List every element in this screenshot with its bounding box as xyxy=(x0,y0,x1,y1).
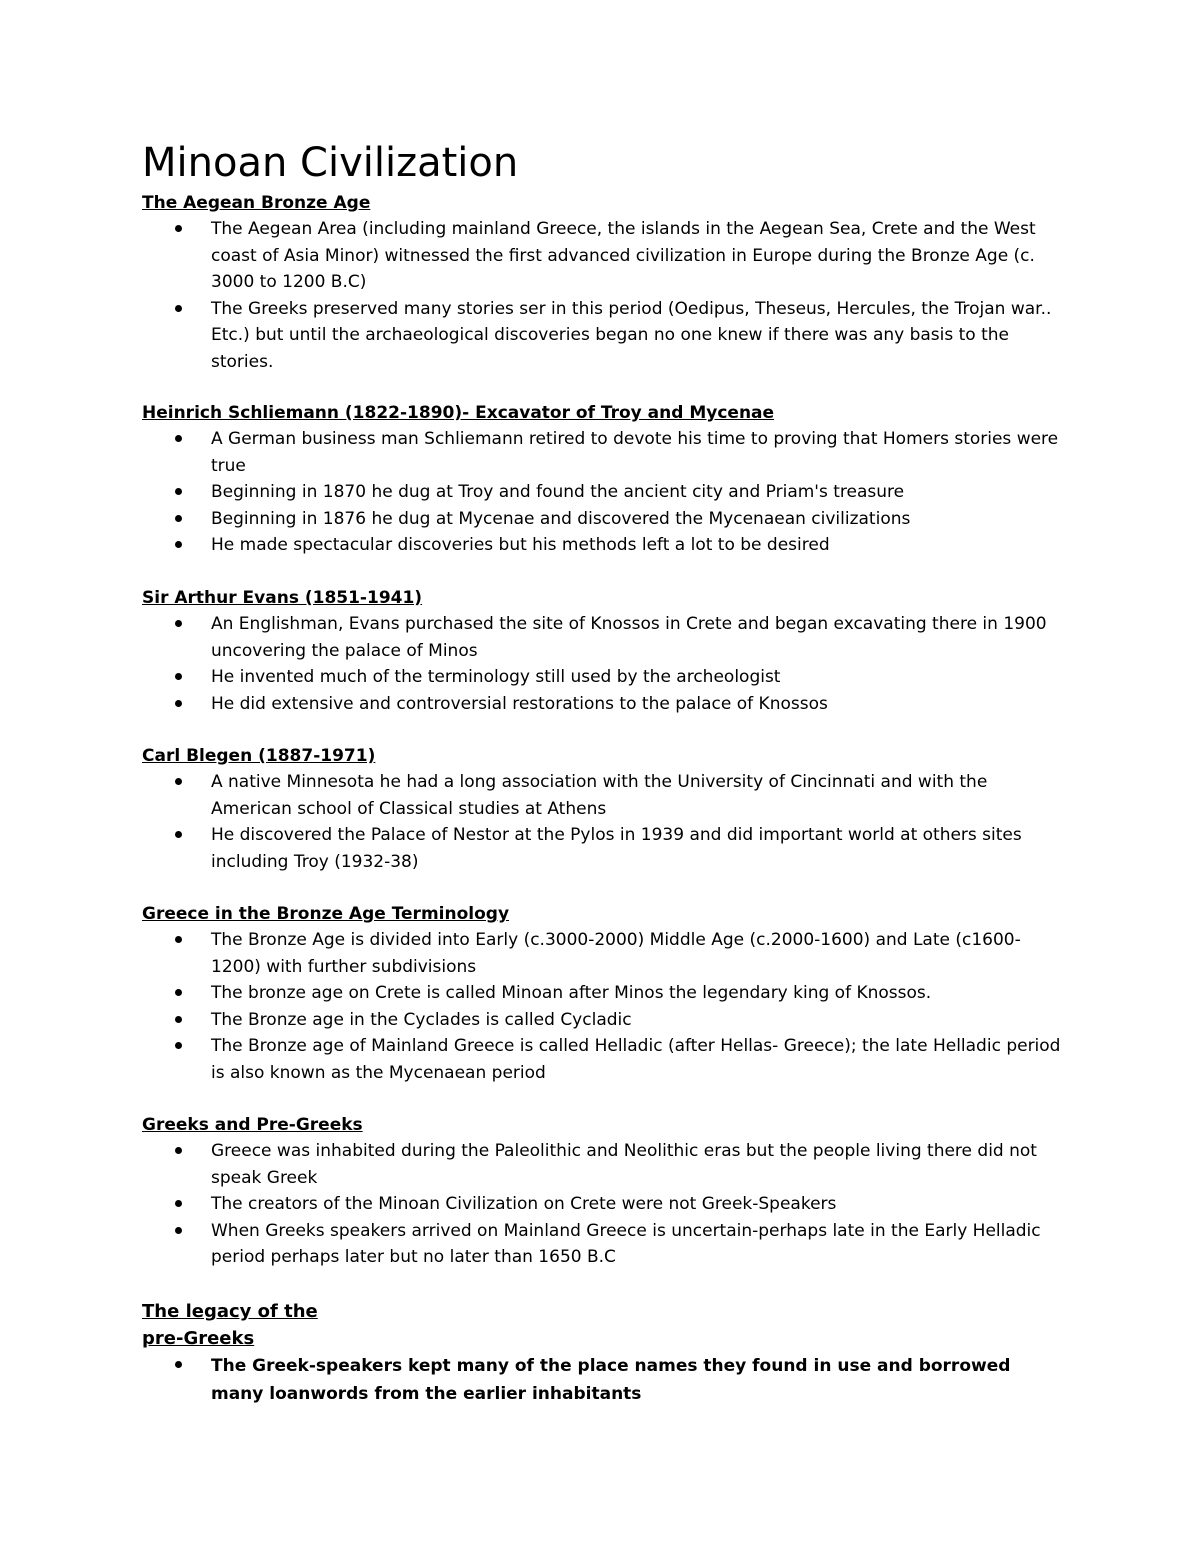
bullet-icon xyxy=(175,1227,182,1234)
section-heading: Carl Blegen (1887-1971) xyxy=(142,746,376,766)
list-item-text: A German business man Schliemann retired to devote his time to proving that Homers stories were true xyxy=(211,429,1059,476)
bullet-icon xyxy=(175,541,182,548)
bullet-icon xyxy=(175,1147,182,1154)
section-heading: Greeks and Pre-Greeks xyxy=(142,1115,363,1135)
list-item-text: The Greeks preserved many stories ser in this period (Oedipus, Theseus, Hercules, the Trojan war.. Etc.) but until the archaeological discoveries began no one knew if there was any basis to the stories. xyxy=(211,298,1052,372)
bullet-icon xyxy=(175,1016,182,1023)
bullet-icon xyxy=(175,1361,182,1368)
section-heading: The Aegean Bronze Age xyxy=(142,193,371,213)
list-item xyxy=(142,611,1062,664)
list-item-text: Beginning in 1876 he dug at Mycenae and discovered the Mycenaean civilizations xyxy=(211,508,911,529)
list-item xyxy=(142,532,1062,559)
list-item xyxy=(142,1218,1062,1271)
bullet-list xyxy=(142,1352,1062,1408)
list-item xyxy=(142,822,1062,875)
list-item-text: The Greek-speakers kept many of the place names they found in use and borrowed many loanwords from the earlier inhabitants xyxy=(211,1356,1011,1404)
list-item xyxy=(142,1352,1062,1408)
list-item xyxy=(142,216,1062,296)
list-item-text: He made spectacular discoveries but his methods left a lot to be desired xyxy=(211,535,830,555)
list-item xyxy=(142,1138,1062,1191)
list-item-text: Beginning in 1870 he dug at Troy and found the ancient city and Priam's treasure xyxy=(211,482,905,502)
list-item xyxy=(142,1007,1062,1034)
list-item-text: Greece was inhabited during the Paleolithic and Neolithic eras but the people living there did not speak Greek xyxy=(211,1141,1037,1188)
list-item xyxy=(142,664,1062,691)
list-item-text: The bronze age on Crete is called Minoan after Minos the legendary king of Knossos. xyxy=(211,983,932,1003)
list-item-text: When Greeks speakers arrived on Mainland Greece is uncertain-perhaps late in the Early Helladic period perhaps later but no later than 1650 B.C xyxy=(211,1220,1041,1267)
list-item xyxy=(142,506,1062,533)
list-item xyxy=(142,691,1062,718)
list-item xyxy=(142,980,1062,1007)
list-item xyxy=(142,426,1062,479)
bullet-icon xyxy=(175,1200,182,1207)
section-aegean-bronze-age xyxy=(142,190,1062,375)
section-carl-blegen xyxy=(142,743,1062,875)
bullet-icon xyxy=(175,1042,182,1049)
section-legacy-of-pre-greeks xyxy=(142,1298,1062,1408)
bullet-icon xyxy=(175,620,182,627)
list-item-text: The Bronze age in the Cyclades is called Cycladic xyxy=(211,1009,632,1030)
bullet-list xyxy=(142,216,1062,375)
list-item xyxy=(142,296,1062,376)
list-item-text: An Englishman, Evans purchased the site of Knossos in Crete and began excavating there in 1900 uncovering the palace of Minos xyxy=(211,614,1047,661)
list-item-text: He invented much of the terminology still used by the archeologist xyxy=(211,667,781,687)
document-title: Minoan Civilization xyxy=(142,140,519,186)
section-greeks-and-pre-greeks xyxy=(142,1112,1062,1271)
section-heading: Sir Arthur Evans (1851-1941) xyxy=(142,588,423,608)
bullet-icon xyxy=(175,488,182,495)
bullet-list xyxy=(142,769,1062,875)
list-item-text: The creators of the Minoan Civilization on Crete were not Greek-Speakers xyxy=(211,1194,837,1214)
bullet-icon xyxy=(175,831,182,838)
section-heading: The legacy of the pre-Greeks xyxy=(142,1301,318,1349)
list-item xyxy=(142,1191,1062,1218)
section-heinrich-schliemann xyxy=(142,400,1062,559)
list-item-text: He did extensive and controversial restorations to the palace of Knossos xyxy=(211,693,828,714)
list-item xyxy=(142,927,1062,980)
list-item-text: He discovered the Palace of Nestor at the Pylos in 1939 and did important world at others sites including Troy (1932-38) xyxy=(211,825,1022,872)
bullet-icon xyxy=(175,435,182,442)
list-item-text: The Bronze age of Mainland Greece is called Helladic (after Hellas- Greece); the late Helladic period is also known as the Mycenaean period xyxy=(211,1036,1061,1083)
bullet-icon xyxy=(175,515,182,522)
bullet-list xyxy=(142,1138,1062,1271)
list-item-text: A native Minnesota he had a long association with the University of Cincinnati and with the American school of Classical studies at Athens xyxy=(211,772,988,819)
section-heading: Greece in the Bronze Age Terminology xyxy=(142,904,510,924)
list-item-text: The Aegean Area (including mainland Greece, the islands in the Aegean Sea, Crete and the West coast of Asia Minor) witnessed the first advanced civilization in Europe during the Bronze Age (c. 3000 to 1200 B.C) xyxy=(211,219,1036,292)
bullet-icon xyxy=(175,225,182,232)
bullet-icon xyxy=(175,936,182,943)
list-item-text: The Bronze Age is divided into Early (c.3000-2000) Middle Age (c.2000-1600) and Late (c1600-1200) with further subdivisions xyxy=(211,930,1021,977)
section-bronze-age-terminology xyxy=(142,901,1062,1086)
list-item xyxy=(142,769,1062,822)
bullet-list xyxy=(142,927,1062,1086)
section-sir-arthur-evans xyxy=(142,585,1062,717)
bullet-icon xyxy=(175,700,182,707)
bullet-icon xyxy=(175,778,182,785)
bullet-icon xyxy=(175,989,182,996)
bullet-list xyxy=(142,611,1062,717)
list-item xyxy=(142,479,1062,506)
bullet-list xyxy=(142,426,1062,559)
list-item xyxy=(142,1033,1062,1086)
bullet-icon xyxy=(175,305,182,312)
bullet-icon xyxy=(175,673,182,680)
section-heading: Heinrich Schliemann (1822-1890)- Excavator of Troy and Mycenae xyxy=(142,403,775,423)
